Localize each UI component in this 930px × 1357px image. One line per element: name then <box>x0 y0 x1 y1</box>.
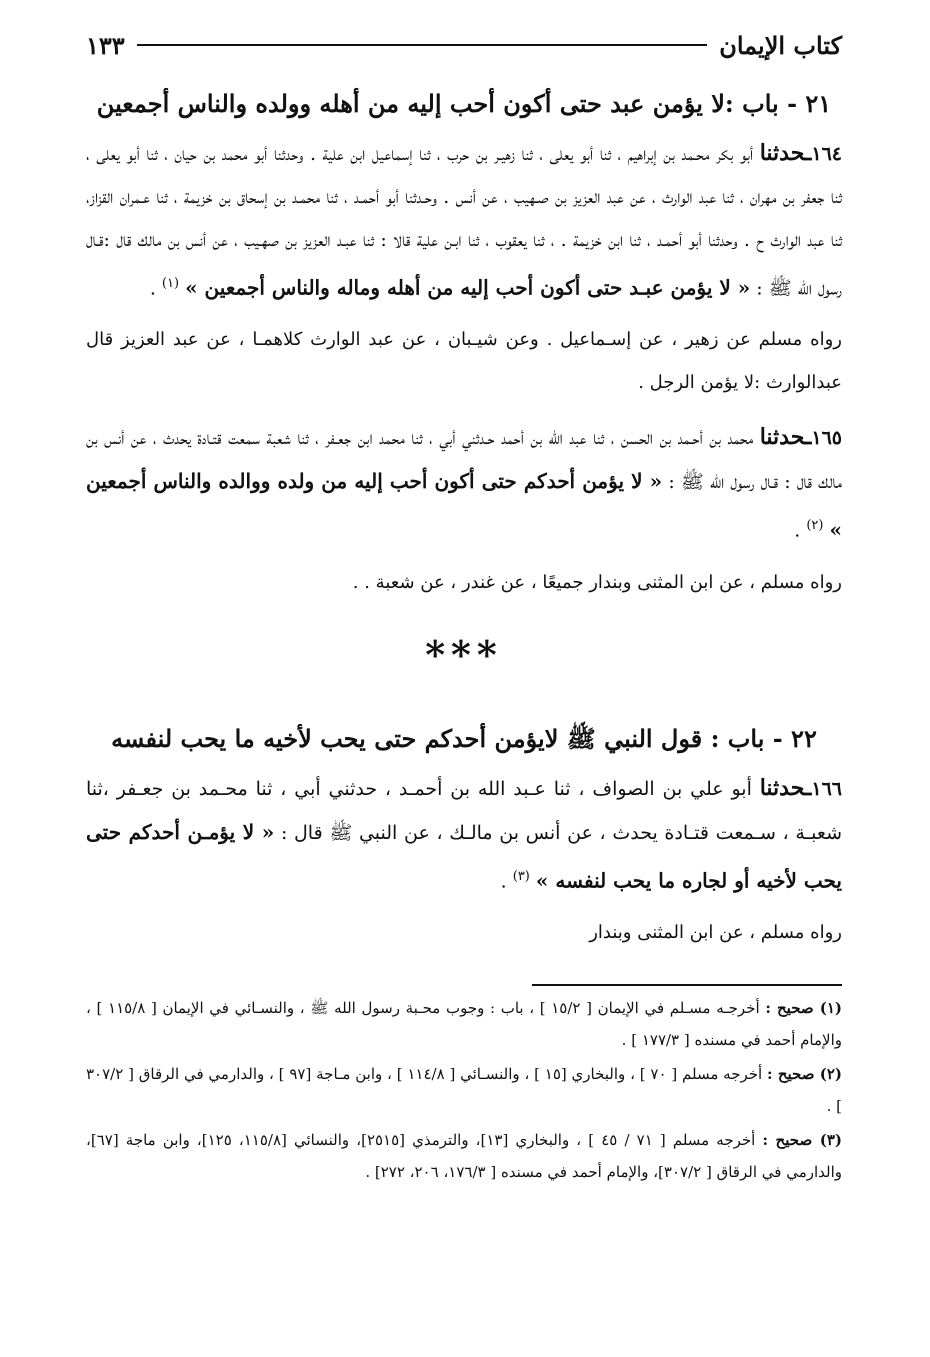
header-rule <box>137 44 708 46</box>
footnote-3 <box>86 1124 842 1188</box>
sentence-end: . <box>149 277 162 300</box>
hadith-number: ١٦٤ <box>811 143 842 165</box>
chapter-title-21: ٢١ - باب :لا يؤمن عبد حتى أكون أحب إليه من أهله وولده والناس أجمعين <box>96 89 832 118</box>
footnote-label: (١) صحيح : <box>765 998 842 1017</box>
haddathana-label: ـحدثنا <box>759 774 812 801</box>
sentence-end: . <box>500 869 513 892</box>
footnote-2 <box>86 1058 842 1122</box>
footnote-reference: (٣) <box>512 868 530 884</box>
footnote-separator <box>532 984 842 986</box>
takhrij-166: رواه مسلم ، عن ابن المثنى وبندار <box>589 921 842 943</box>
page-header <box>86 28 842 62</box>
hadith-166 <box>86 767 842 903</box>
hadith-165 <box>86 416 842 552</box>
haddathana-label: ـحدثنا <box>759 424 812 451</box>
hadith-isnad: أبو علي بن الصواف ، ثنا عـبد الله بن أحمـد ، حدثني أبي ، ثنا محـمد بن جعـفر ،ثنا شعبـة ، سـمعت قتـادة يحدث ، عن أنس بن مالـك ، عن النبي ﷺ قال : <box>86 777 842 844</box>
hadith-number: ١٦٦ <box>811 777 843 800</box>
haddathana-label: ـحدثنا <box>759 140 812 166</box>
page-number: ١٣٣ <box>86 30 125 60</box>
footnote-1 <box>86 992 842 1056</box>
takhrij-164: رواه مسلم عن زهير ، عن إسـماعيل . وعن شيـبان ، عن عبد الوارث كلاهمـا ، عن عبد العزيز قال عبدالوارث :لا يؤمن الرجل . <box>86 329 842 394</box>
running-title: كتاب الإيمان <box>719 30 842 60</box>
section-divider: *** <box>425 631 503 677</box>
sentence-end: . <box>794 519 807 542</box>
footnote-label: (٣) صحيح : <box>762 1130 843 1149</box>
footnote-text: أخرجه مسلم [ ٧١ / ٤٥ ] ، والبخاري [١٣]، والترمذي [٢٥١٥]، والنسائي [١١٥/٨، ١٢٥]، وابن ماجة [٦٧]، والدارمي في الرقاق [ ٣٠٧/٢]، والإمام أحمد في مسنده [ ١٧٦/٣، ٢٠٦، ٢٧٢] . <box>86 1130 842 1181</box>
hadith-matn: « لا يؤمن أحدكم حتى أكون أحب إليه من ولده ووالده والناس أجمعين » <box>86 469 842 542</box>
footnote-reference: (٢) <box>806 518 824 534</box>
hadith-number: ١٦٥ <box>811 427 842 450</box>
footnote-text: أخرجه مسلم [ ٧٠ ] ، والبخاري [١٥ ] ، والنسـائي [ ١١٤/٨ ] ، وابن مـاجة [٩٧ ] ، والدارمي في الرقاق [ ٣٠٧/٢ ] . <box>86 1064 842 1115</box>
hadith-isnad: محمد بن أحـمد بن الحسن ، ثنا عبد الله بن أحمد حـدثني أبي ، ثنا محمد ابن جعـفر ، ثنا شعبة سمعت قتـادة يحدث ، عن أنس بن مالك قال : قـال رسول الله ﷺ : <box>86 427 843 494</box>
hadith-matn: « لا يؤمن عبـد حتى أكون أحب إليه من أهله وماله والناس أجمعين » <box>185 275 751 300</box>
footnote-text: أخرجـه مسـلم في الإيمان [ ١٥/٢ ] ، باب : وجوب محـبة رسول الله ﷺ ، والنسـائي في الإيمان [ ١١٥/٨ ] ، والإمام أحمد في مسنده [ ١٧٧/٣ ] . <box>86 998 842 1049</box>
chapter-title-22: ٢٢ - باب : قول النبي ﷺ لايؤمن أحدكم حتى يحب لأخيه ما يحب لنفسه <box>111 723 817 753</box>
hadith-matn: « لا يؤمـن أحدكم حتى يحب لأخيه أو لجاره ما يحب لنفسه » <box>86 819 842 892</box>
footnote-label: (٢) صحيح : <box>767 1064 842 1083</box>
footnote-reference: (١) <box>161 276 180 291</box>
footnotes <box>86 992 842 1188</box>
takhrij-165: رواه مسلم ، عن ابن المثنى وبندار جميعًا ، عن غندر ، عن شعبة . . <box>352 571 842 593</box>
hadith-isnad: أبو بكر محـمد بن إبراهيم ، ثنا أبو يعلى ، ثنا زهيـر بن حرب ، ثنا إسماعيل ابن علية . وحدثنا أبو محمد بن حيان ، ثنا أبو يعلى ، ثنا جعفر بن مهران ، ثنا عبد الوارث ، عن عبد العزيز بن صـهيب ، عن أنس . وحـدثنا أبو أحمـد ، ثنا محمـد بن إسحاق بن خزيمة ، ثنا عـمران القزاز، ثنا عبد الوارث ح . وحدثنا أبو أحمـد ، ثنا ابن خزيمة . ، ثنا يعقوب ، ثنا ابـن علية قالا : ثنا عبـد العزيز بن صهـيب ، عن أنس بن مالك قال :قـال رسول الله ﷺ : <box>86 143 842 300</box>
hadith-164 <box>86 132 842 310</box>
